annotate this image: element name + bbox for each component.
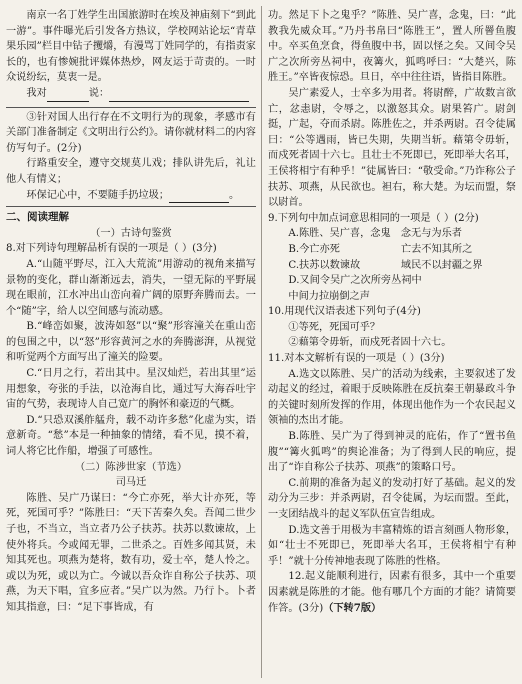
question-10: 10.用现代汉语表述下列句子(4分) — [268, 306, 421, 318]
question-10-item-2: ②藉第令毋斩，而戍死者固十六七。 — [288, 337, 452, 349]
question-3-fill-text: 环保记心中，不要随手扔垃圾； — [26, 189, 170, 201]
me-say: 说： — [88, 87, 110, 99]
opinion-target-blank[interactable] — [47, 90, 89, 102]
material-intro: 南京一名丁姓学生出国旅游时在埃及神庙刻下“到此一游”。事件曝光后引发各方热议，学校网站论坛“青草果乐园”栏目中钻子攫爝，有漫骂丁姓同学的，有指责家长的，也有惨婉批评媒体热炒，网友运于苛责的。一时众说纷纭，莫衷一是。 — [6, 10, 256, 84]
prose-paragraph-1-cont: 功。然足下卜之鬼乎？”陈胜、吴广喜，念鬼，曰：“此教我先威众耳。”乃丹书帛曰“陈胜王”，置人所罾鱼腹中。卒买鱼烹食，得鱼腹中书，固以怪之矣。又间令吴广之次所旁丛祠中，夜篝火，狐鸣呼曰：“大楚兴，陈胜王。”卒皆夜惊恐。旦日，卒中往往语，皆指目陈胜。 — [268, 10, 516, 84]
opinion-fill-line — [6, 86, 256, 102]
question-11-option-b: B.陈胜、吴广为了得到神灵的庇佑，作了“置书鱼腹”“篝火狐鸣”的舆论准备；为了得到人民的响应，提出了“诈自称公子扶苏、项燕”的策略口号。 — [268, 431, 516, 474]
question-3-fill: 环保记心中，不要随手扔垃圾； 。 — [6, 188, 256, 204]
answer-line[interactable] — [6, 107, 256, 108]
question-9-option-d-cont: 中间力拉崩倒之声 — [288, 290, 370, 302]
poem-section-title: （一）古诗句鉴赏 — [90, 227, 172, 239]
question-8-option-d: D.“只恐双溪舴艋舟，载不动许多愁”化虚为实，语意新奇。“愁”本是一种抽象的情绪，看不见，摸不着，词人将它比作船，增强了可感性。 — [6, 414, 256, 458]
question-8: 8.对下列诗句理解品析有误的一项是（ ）(3分) — [6, 243, 217, 255]
question-12 — [268, 569, 516, 616]
question-8-option-a: A.“山随平野尽，江入大荒流”用游动的视角来描写景物的变化，群山渐渐远去，消失，一望无际的平野展现在眼前，江水冲出山峦向着广阔的原野奔腾而去。一个“随”字，给人以空间感与流动感。 — [6, 258, 256, 317]
column-divider — [261, 6, 262, 678]
question-3-example: 行路重安全，遵守交规莫儿戏；排队讲先后，礼让他人有情义； — [6, 158, 256, 185]
question-9: 9.下列句中加点词意思相同的一项是（ ）(2分) — [268, 212, 479, 224]
question-9-option-c: C.扶苏以数谏故 域民不以封疆之界 — [288, 259, 483, 271]
question-3: ③针对国人出行存在不文明行为的现象，孝感市有关部门准备制定《文明出行公约》。请你就材料二的内容仿写句子。(2分) — [6, 111, 256, 154]
question-10-item-1: ①等死，死国可乎？ — [288, 321, 381, 333]
me-label: 我对 — [26, 87, 47, 99]
question-3-blank[interactable] — [169, 191, 229, 203]
question-12-text: 12.起义能顺利进行，因素有很多，其中一个重要因素就是陈胜的才能。他有哪几个方面的才能？请简要作答。(3分) — [268, 571, 516, 614]
question-9-option-b: B.今亡亦死 亡去不知其所之 — [288, 243, 473, 255]
opinion-content-blank[interactable] — [109, 90, 249, 102]
question-11: 11.对本文解析有误的一项是（ ）(3分) — [268, 353, 445, 365]
question-8-option-b: B.“峰峦如聚，波涛如怒”以“聚”形容潼关在重山峦的包围之中，以“怒”形容黄河之水的奔腾澎湃，从视觉和听觉两个方面写出了潼关的险要。 — [6, 321, 256, 364]
section-2-title: 二、阅读理解 — [6, 211, 69, 224]
question-11-option-a: A.选文以陈胜、吴广的活动为线索，主要叙述了发动起义的经过，着眼于反映陈胜在反抗秦王朝暴政斗争的关键时刻所发挥的作用，体现出他作为一个农民起义领袖的杰出才能。 — [268, 368, 516, 427]
question-11-option-c: C.前期的准备为起义的发动打好了基础。起义的发动分为三步：并杀两尉，召令徒属，为坛而盟。至此，一支团结战斗的起义军队伍宣告组成。 — [268, 477, 516, 520]
prose-section-title: （二）陈涉世家（节选） — [74, 461, 188, 473]
section-divider — [6, 206, 256, 207]
prose-paragraph-1: 陈胜、吴广乃谋曰：“今亡亦死，举大计亦死，等死，死国可乎？”陈胜曰：“天下苦秦久矣。吾闻二世少子也，不当立，当立者乃公子扶苏。扶苏以数谏故，上使外将兵。今或闻无罪，二世杀之。百姓多闻其贤，未知其死也。项燕为楚将，数有功，爱士卒，楚人怜之。或以为死，或以为亡。今诚以吾众诈自称公子扶苏、项燕，为天下唱，宜多应者。”吴广以为然。乃行卜。卜者知其指意，曰：“足下事皆成，有 — [6, 492, 256, 613]
right-column — [268, 8, 516, 680]
question-8-option-c: C.“日月之行，若出其中。星汉灿烂，若出其里”运用想象，夸张的手法，以沧海自比，通过写大海吞吐宇宙的气势，表现诗人自己宽广的胸怀和豪迈的气概。 — [6, 368, 256, 411]
question-9-option-d: D.又间令吴广之次所旁丛祠中 — [288, 275, 422, 287]
question-11-option-d: D.选文善于用极为丰富精炼的语言刻画人物形象，如“壮士不死即已，死即举大名耳，王侯将相宁有种乎！”就十分传神地表现了陈胜的性格。 — [268, 524, 516, 567]
left-column — [6, 8, 256, 680]
question-9-option-a: A.陈胜、吴广喜，念鬼 念无与为乐者 — [288, 228, 462, 240]
prose-author: 司马迁 — [115, 477, 147, 489]
prose-paragraph-2: 吴广素爱人，士卒多为用者。将尉醉，广故数言欲亡，忿恚尉，令辱之，以激怒其众。尉果笞广。尉剑挺，广起，夺而杀尉。陈胜佐之，并杀两尉。召令徒属曰：“公等遇雨，皆已失期，失期当斩。藉第令毋斩，而戍死者固十六七。且壮士不死即已，死即举大名耳，王侯将相宁有种乎！”徒属皆曰：“敬受命。”乃诈称公子扶苏、项燕，从民欲也。袒右，称大楚。为坛而盟，祭以尉首。 — [268, 87, 516, 209]
continued-note: （下转7版） — [323, 601, 382, 614]
